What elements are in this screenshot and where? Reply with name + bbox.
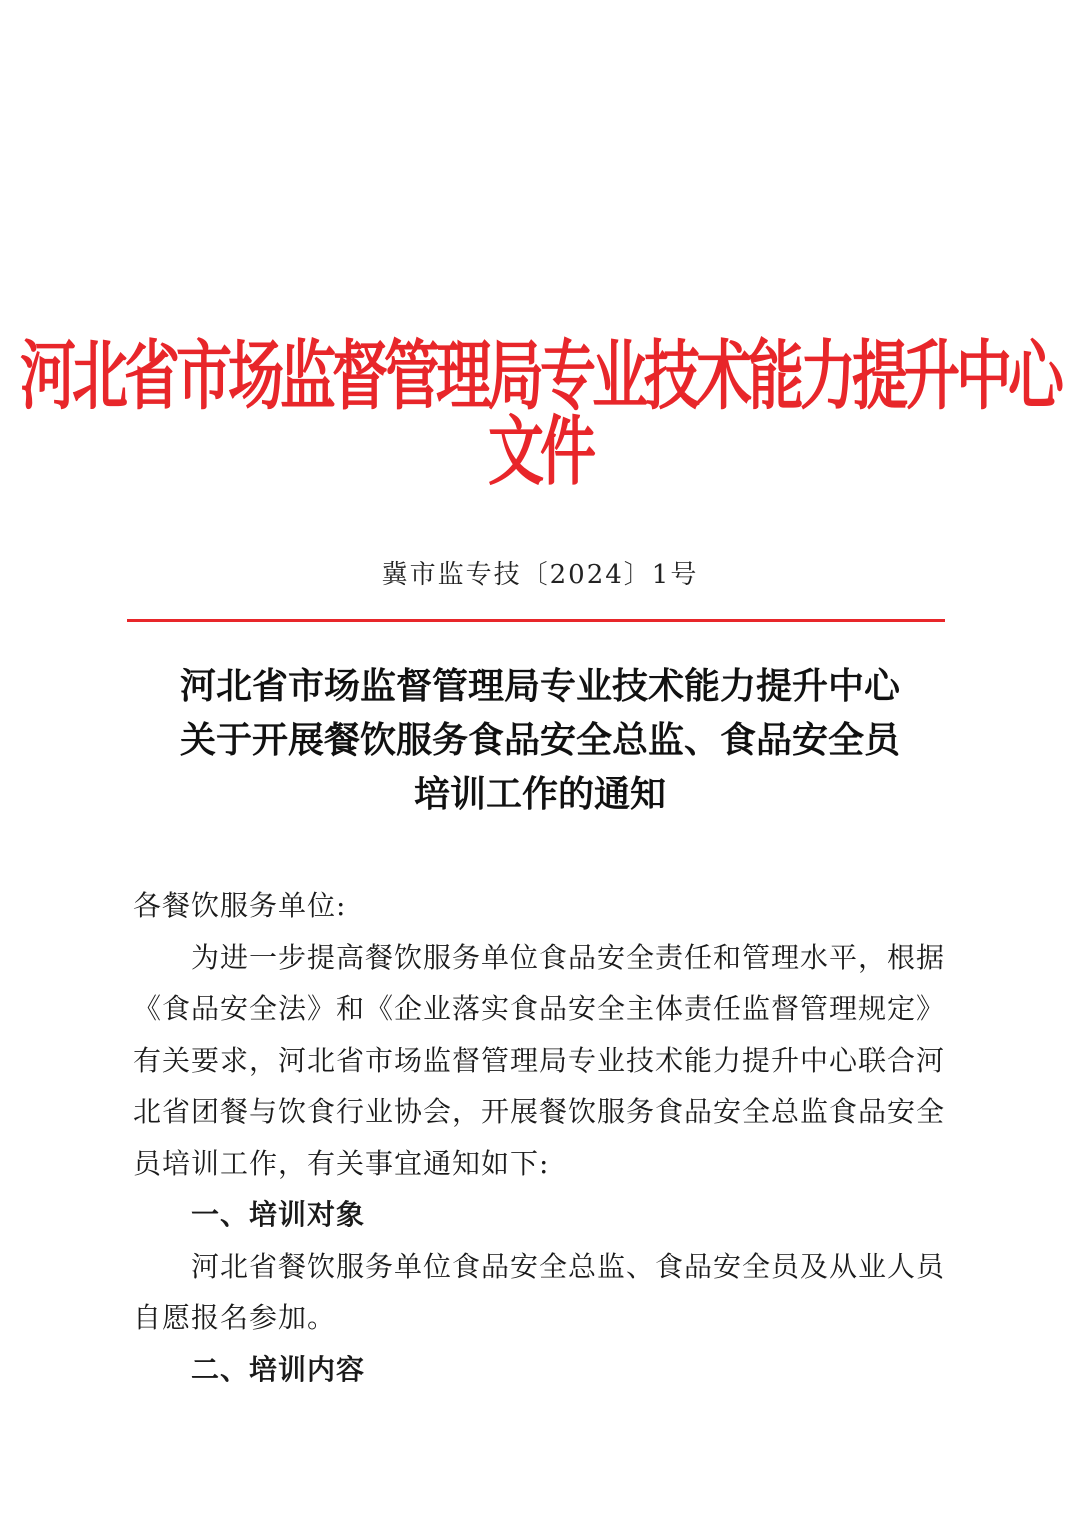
section-heading-2: 二、培训内容 [191, 1352, 366, 1386]
notice-title-line-3: 培训工作的通知 [413, 774, 666, 815]
red-header-title: 河北省市场监督管理局专业技术能力提升中心文件 [20, 333, 1060, 497]
document-number: 冀市监专技〔2024〕1号 [381, 560, 699, 590]
section-heading-1: 一、培训对象 [191, 1198, 366, 1231]
section-1-paragraph: 河北省餐饮服务单位食品安全总监、食品安全员及从业人员自愿报名参加。 [133, 1249, 946, 1334]
notice-title [0, 660, 1080, 822]
salutation: 各餐饮服务单位: [133, 889, 347, 922]
notice-title-line-2: 关于开展餐饮服务食品安全总监、食品安全员 [179, 720, 900, 761]
intro-paragraph: 为进一步提高餐饮服务单位食品安全责任和管理水平，根据《食品安全法》和《企业落实食品安全主体责任监督管理规定》有关要求，河北省市场监督管理局专业技术能力提升中心联合河北省团餐与饮食行业协会，开展餐饮服务食品安全总监食品安全员培训工作，有关事宜通知如下: [133, 940, 946, 1180]
red-divider-line [127, 619, 945, 622]
notice-body [133, 880, 945, 1395]
notice-title-line-1: 河北省市场监督管理局专业技术能力提升中心 [179, 666, 900, 707]
